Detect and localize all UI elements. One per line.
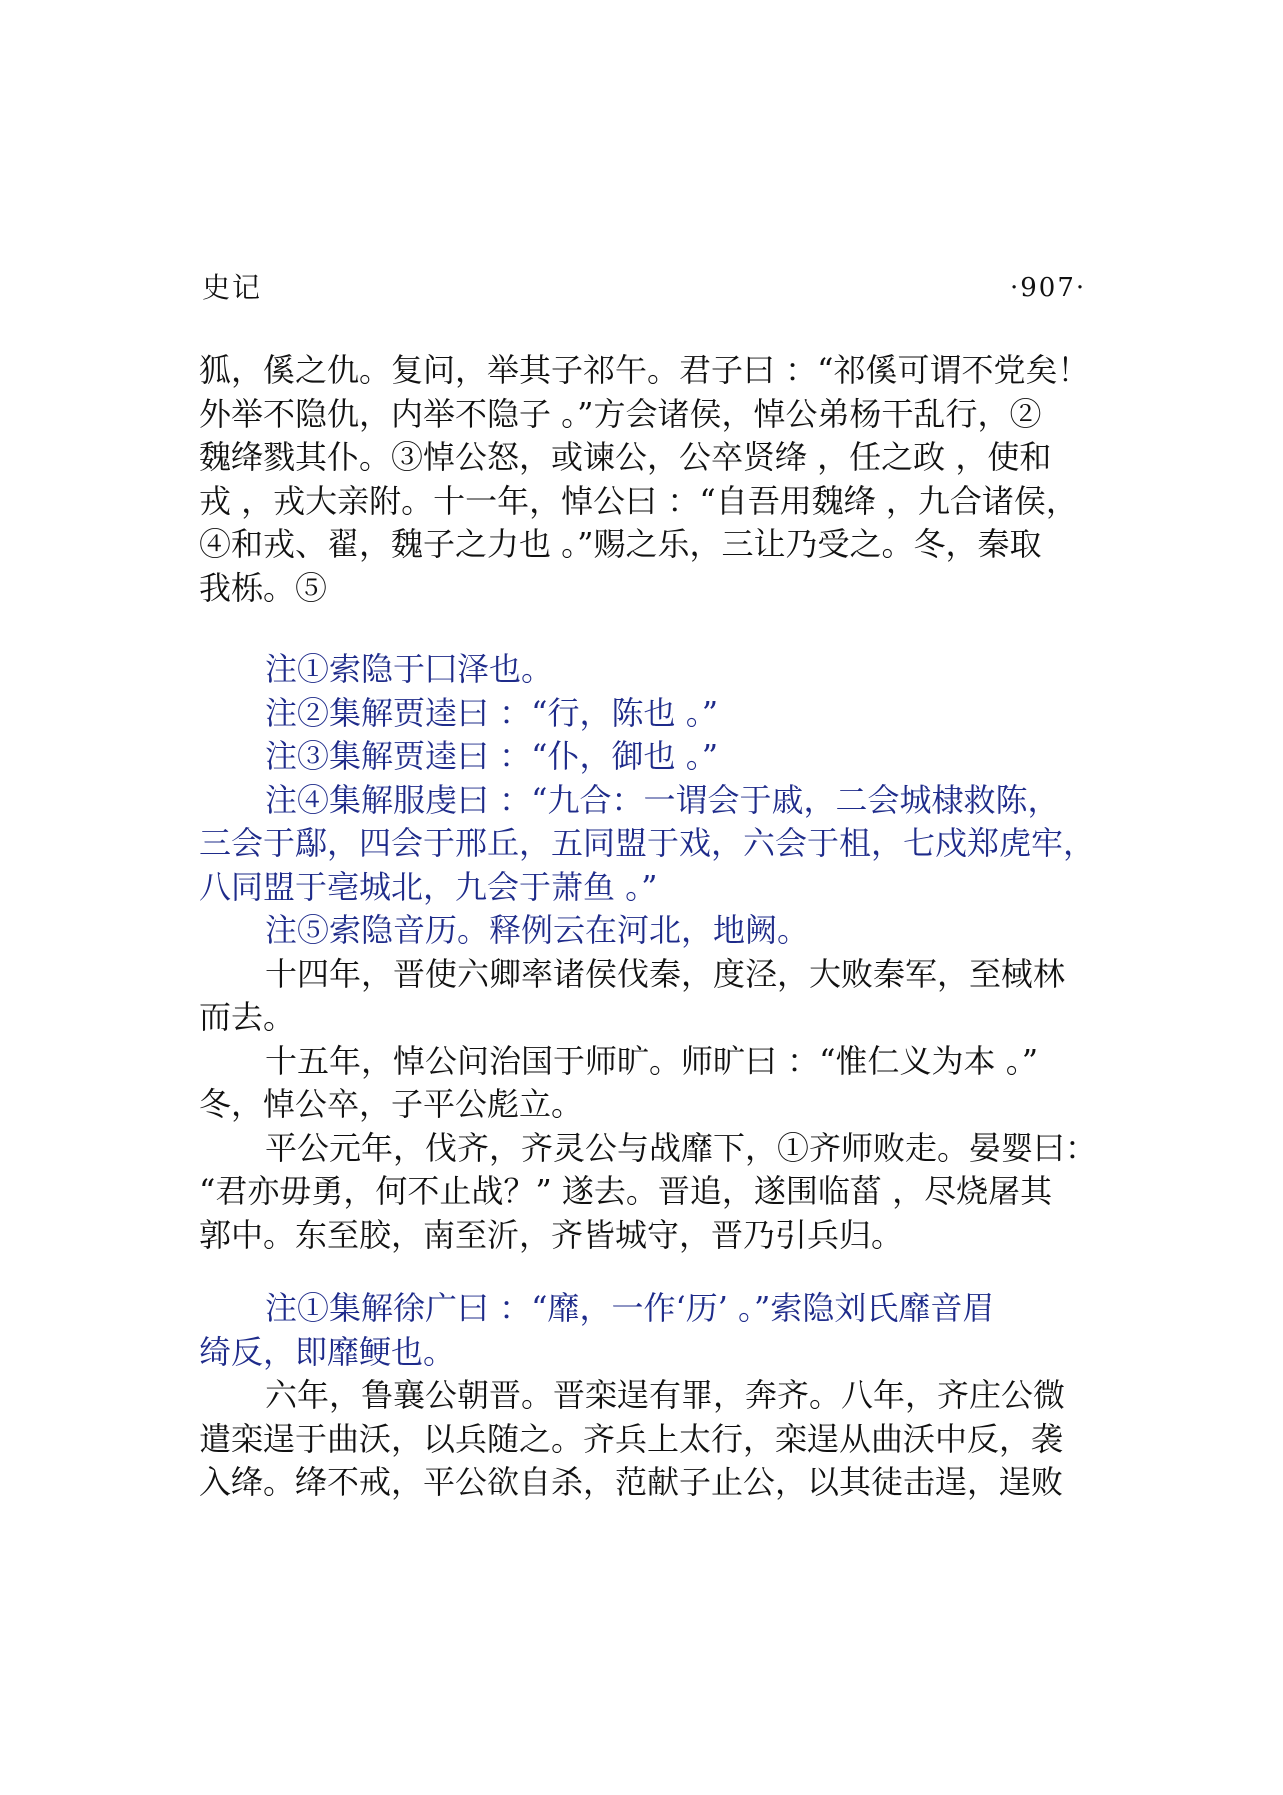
paragraph-line: 冬，悼公卒，子平公彪立。 [199,1085,584,1123]
text-line: 魏绛戮其仆。③悼公怒，或谏公，公卒贤绛 ，任之政 ，使和 [199,438,1052,476]
footnote-3: 注③集解贾逵曰 ：“仆，御也 。” [265,737,719,775]
paragraph-line: 六年，鲁襄公朝晋。晋栾逞有罪，奔齐。八年，齐庄公微 [265,1376,1066,1414]
notes-and-text-block-2 [199,648,1104,1257]
paragraph-line: “君亦毋勇，何不止战？” 遂去。晋追，遂围临菑 ，尽烧屠其 [199,1172,1053,1210]
text-line: 狐，傒之仇。复问，举其子祁午。君子曰 ：“祁傒可谓不党矣！ [199,351,1090,389]
footnote-2: 注②集解贾逵曰 ：“行，陈也 。” [265,693,719,732]
footnote-1-line-2: 绮反，即靡鲠也。 [199,1332,456,1371]
paragraph-line: 平公元年，伐齐，齐灵公与战靡下，①齐师败走。晏婴曰： [265,1128,1098,1167]
paragraph-line: 入绛。绛不戒，平公欲自杀，范献子止公，以其徒击逞，逞败 [199,1463,1064,1501]
text-line: 外举不隐仇，内举不隐子 。”方会诸侯，悼公弟杨干乱行，② [199,394,1042,433]
footnote-1: 注①索隐于囗泽也。 [265,650,554,688]
footnote-4-line-1: 注④集解服虔曰 ：“九合：一谓会于戚，二会城棣救陈， [265,780,1060,819]
notes-and-text-block-3 [199,1287,1104,1505]
paragraph-line: 十五年，悼公问治国于师旷。师旷曰 ：“惟仁义为本 。” [265,1041,1039,1080]
text-line: 我栎。⑤ [199,568,328,607]
text-line: ④和戎、翟，魏子之力也 。”赐之乐，三让乃受之。冬，秦取 [199,525,1042,563]
footnote-4-line-2: 三会于鄬，四会于邢丘，五同盟于戏，六会于柤，七戍郑虎牢， [199,824,1096,862]
running-header-title: 史记 [202,271,263,304]
footnote-4-line-3: 八同盟于亳城北，九会于萧鱼 。” [199,867,658,906]
text-line: 戎 ，戎大亲附。十一年，悼公曰 ：“自吾用魏绛 ，九合诸侯， [199,481,1078,520]
paragraph-line: 而去。 [199,998,296,1036]
footnote-5: 注⑤索隐音历。释例云在河北，地阙。 [265,911,810,949]
paragraph-line: 郭中。东至胶，南至沂，齐皆城守，晋乃引兵归。 [199,1215,904,1254]
footnote-1-line-1: 注①集解徐广曰 ：“靡，一作‘历’ 。”索隐刘氏靡音眉 [265,1289,995,1327]
page-number: ·907· [1010,273,1087,303]
paragraph-line: 十四年，晋使六卿率诸侯伐秦，度泾，大败秦军，至棫林 [265,954,1066,993]
paragraph-line: 遣栾逞于曲沃，以兵随之。齐兵上太行，栾逞从曲沃中反，袭 [199,1419,1064,1458]
main-text-block-1 [199,349,1104,610]
